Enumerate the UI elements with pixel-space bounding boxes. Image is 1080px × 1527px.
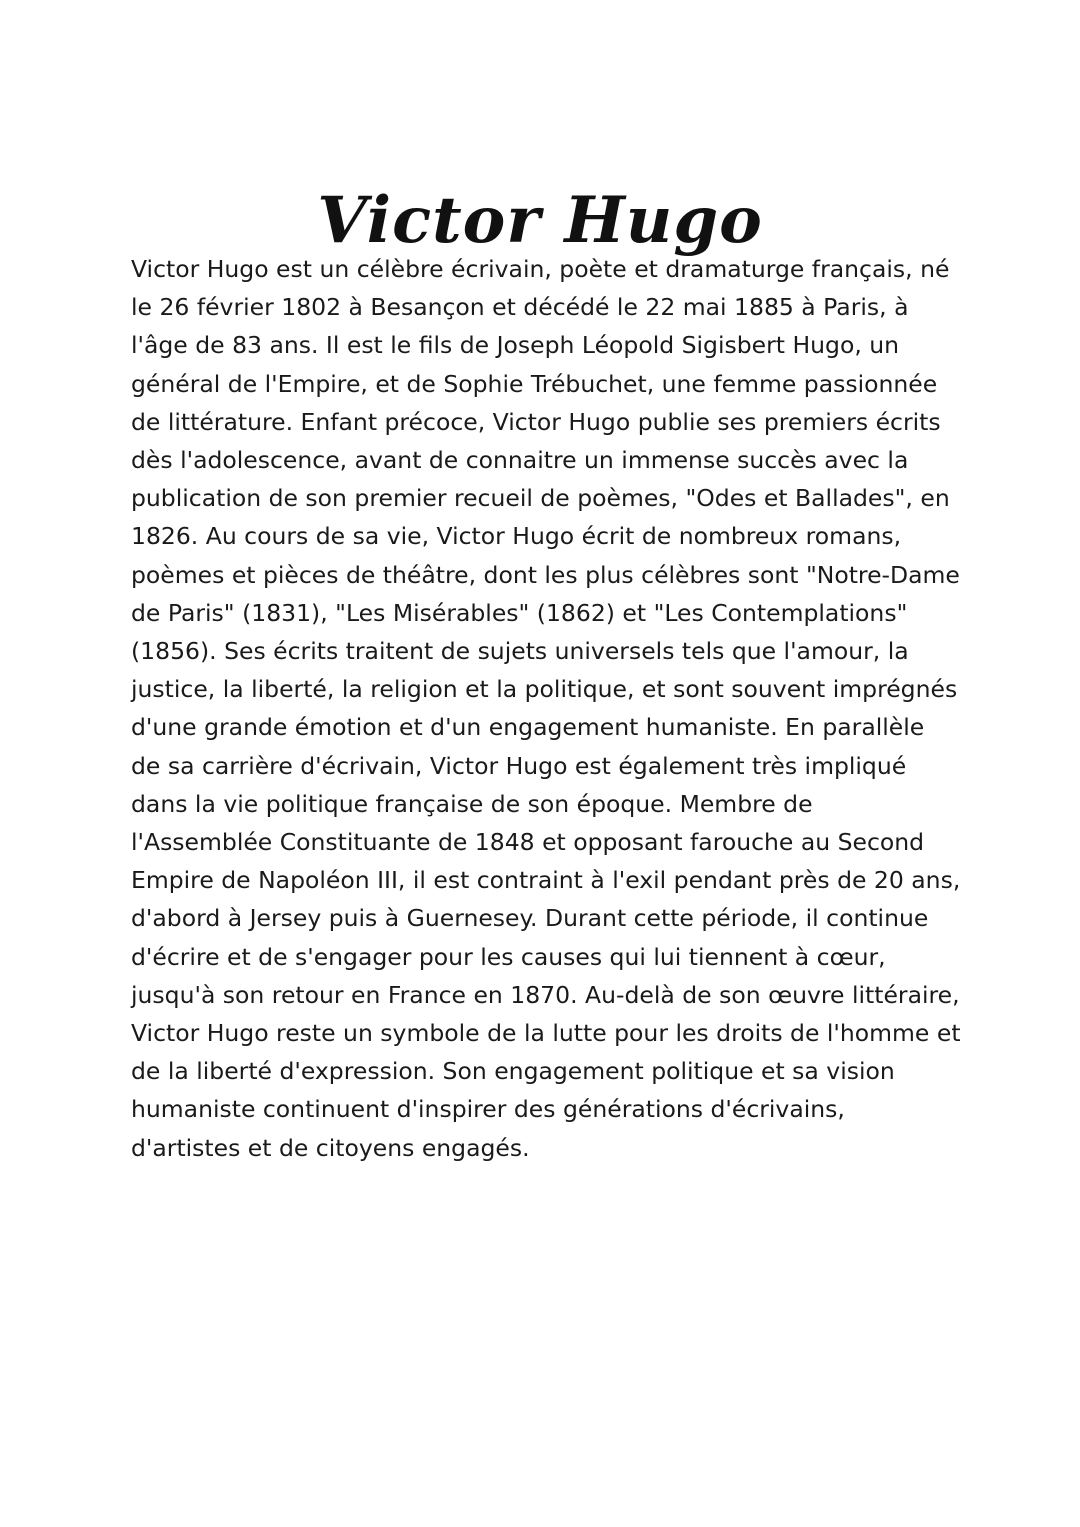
document-title: Victor Hugo [317, 182, 763, 258]
document-body-paragraph: Victor Hugo est un célèbre écrivain, poète et dramaturge français, né le 26 février 1802 à Besançon et décédé le 22 mai 1885 à Paris, à l'âge de 83 ans. Il est le fils de Joseph Léopold Sigisbert Hugo, un général de l'Empire, et de Sophie Trébuchet, une femme passionnée de littérature. Enfant précoce, Victor Hugo publie ses premiers écrits dès l'adolescence, avant de connaitre un immense succès avec la publication de son premier recueil de poèmes, "Odes et Ballades", en 1826. Au cours de sa vie, Victor Hugo écrit de nombreux romans, poèmes et pièces de théâtre, dont les plus célèbres sont "Notre-Dame de Paris" (1831), "Les Misérables" (1862) et "Les Contemplations" (1856). Ses écrits traitent de sujets universels tels que l'amour, la justice, la liberté, la religion et la politique, et sont souvent imprégnés d'une grande émotion et d'un engagement humaniste. En parallèle de sa carrière d'écrivain, Victor Hugo est également très impliqué dans la vie politique française de son époque. Membre de l'Assemblée Constituante de 1848 et opposant farouche au Second Empire de Napoléon III, il est contraint à l'exil pendant près de 20 ans, d'abord à Jersey puis à Guernesey. Durant cette période, il continue d'écrire et de s'engager pour les causes qui lui tiennent à cœur, jusqu'à son retour en France en 1870. Au-delà de son œuvre littéraire, Victor Hugo reste un symbole de la lutte pour les droits de l'homme et de la liberté d'expression. Son engagement politique et sa vision humaniste continuent d'inspirer des générations d'écrivains, d'artistes et de citoyens engagés. [131, 255, 961, 1162]
